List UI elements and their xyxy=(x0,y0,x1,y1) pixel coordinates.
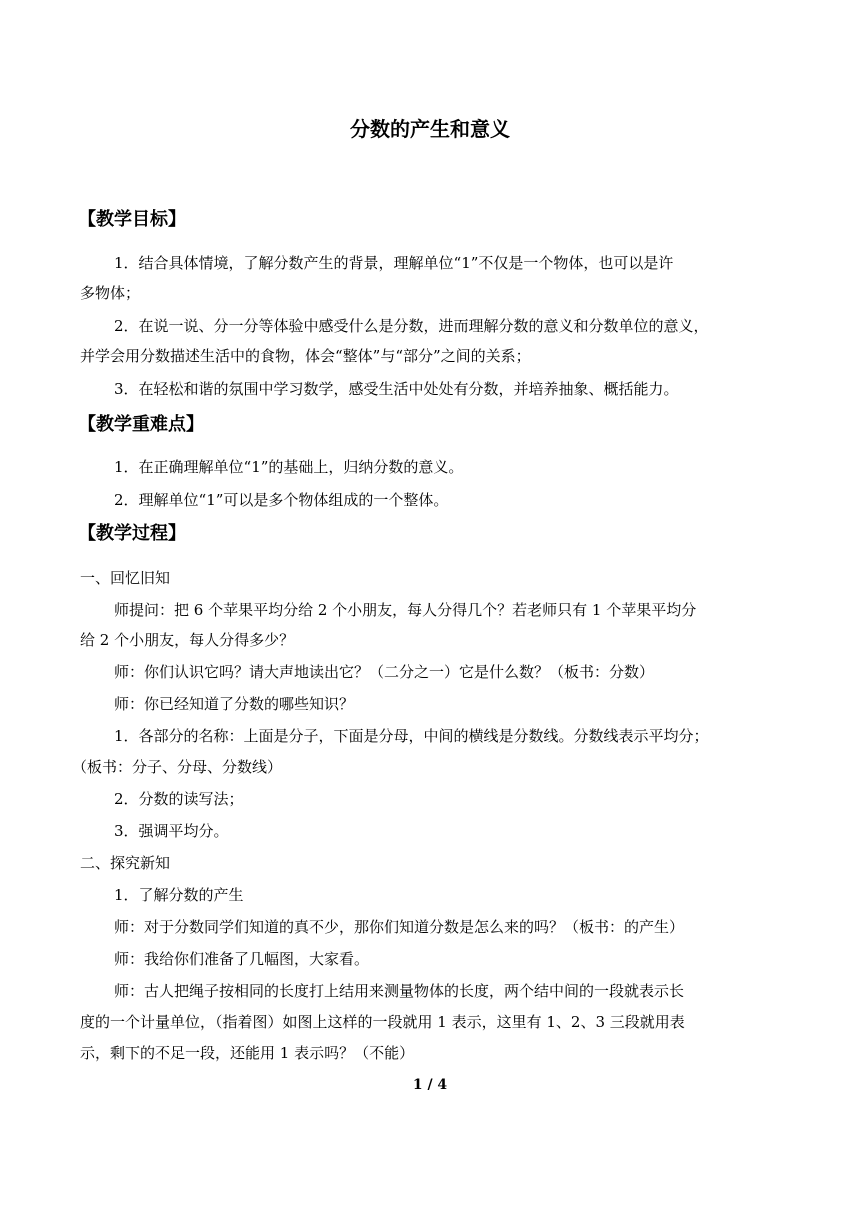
section-1-title: 一、回忆旧知 xyxy=(80,569,171,587)
process-p5: 2．分数的读写法； xyxy=(114,790,244,808)
process-p9: 师：我给你们准备了几幅图，大家看。 xyxy=(114,950,370,968)
process-p1-line-1: 师提问：把 6 个苹果平均分给 2 个小朋友，每人分得几个？若老师只有 1 个苹果平均分 xyxy=(114,601,697,619)
key-point-2: 2．理解单位“1”可以是多个物体组成的一个整体。 xyxy=(114,491,449,509)
goal-2-line-2: 并学会用分数描述生活中的食物，体会“整体”与“部分”之间的关系； xyxy=(80,347,531,365)
goal-2-line-1: 2．在说一说、分一分等体验中感受什么是分数，进而理解分数的意义和分数单位的意义， xyxy=(114,317,709,335)
goal-1-line-1: 1．结合具体情境，了解分数产生的背景，理解单位“1”不仅是一个物体，也可以是许 xyxy=(114,254,674,272)
process-p4-line-1: 1．各部分的名称：上面是分子，下面是分母，中间的横线是分数线。分数线表示平均分； xyxy=(114,727,709,745)
goal-3: 3．在轻松和谐的氛围中学习数学，感受生活中处处有分数，并培养抽象、概括能力。 xyxy=(114,380,679,398)
process-p1-line-2: 给 2 个小朋友，每人分得多少？ xyxy=(80,631,295,649)
heading-goals: 【教学目标】 xyxy=(78,209,186,230)
process-p3: 师：你已经知道了分数的哪些知识？ xyxy=(114,695,355,713)
process-p10-line-3: 示，剩下的不足一段，还能用 1 表示吗？（不能） xyxy=(80,1044,415,1062)
goal-1-line-2: 多物体； xyxy=(80,284,141,302)
section-2-title: 二、探究新知 xyxy=(80,854,171,872)
key-point-1: 1．在正确理解单位“1”的基础上，归纳分数的意义。 xyxy=(114,458,464,476)
heading-key-points: 【教学重难点】 xyxy=(78,414,204,435)
process-p6: 3．强调平均分。 xyxy=(114,822,229,840)
process-p10-line-1: 师：古人把绳子按相同的长度打上结用来测量物体的长度，两个结中间的一段就表示长 xyxy=(114,982,685,1000)
process-p10-line-2: 度的一个计量单位，（指着图）如图上这样的一段就用 1 表示，这里有 1、2、3 三段就用表 xyxy=(80,1013,685,1031)
process-p7: 1．了解分数的产生 xyxy=(114,886,244,904)
process-p2: 师：你们认识它吗？请大声地读出它？（二分之一）它是什么数？（板书：分数） xyxy=(114,663,655,681)
document-title: 分数的产生和意义 xyxy=(350,117,510,141)
heading-process: 【教学过程】 xyxy=(78,523,186,544)
process-p8: 师：对于分数同学们知道的真不少，那你们知道分数是怎么来的吗？（板书：的产生） xyxy=(114,918,685,936)
page-number: 1 / 4 xyxy=(412,1077,448,1093)
process-p4-line-2: （板书：分子、分母、分数线） xyxy=(72,758,283,776)
